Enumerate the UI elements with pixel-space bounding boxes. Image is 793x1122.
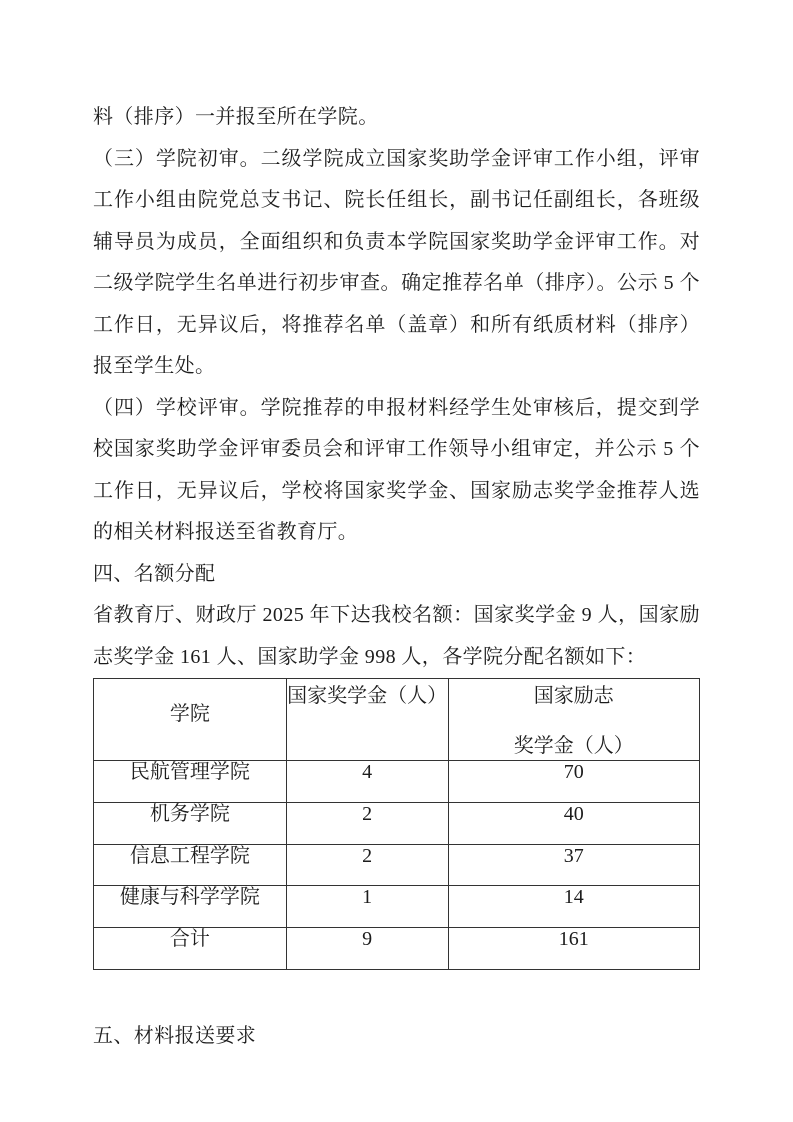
header-endeavor-scholarship — [448, 679, 700, 761]
cell-college-name: 机务学院 — [94, 802, 287, 844]
cell-college-name: 民航管理学院 — [94, 761, 287, 803]
header-endeavor-line1: 国家励志 — [533, 685, 614, 707]
header-endeavor-line2: 奖学金（人） — [513, 735, 634, 757]
cell-endeavor-count: 37 — [448, 844, 700, 886]
cell-national-count: 1 — [286, 886, 448, 928]
header-college — [94, 679, 287, 761]
quota-table — [93, 678, 700, 970]
paragraph-continuation: 料（排序）一并报至所在学院。 — [93, 106, 379, 128]
table-row-maintenance — [94, 802, 700, 844]
paragraph-quota-intro: 省教育厅、财政厅 2025 年下达我校名额：国家奖学金 9 人，国家励志奖学金 161 人、国家助学金 998 人，各学院分配名额如下： — [93, 604, 700, 668]
quota-table-header-row — [94, 679, 700, 761]
cell-endeavor-count: 70 — [448, 761, 700, 803]
table-row-health-science — [94, 886, 700, 928]
cell-college-name: 信息工程学院 — [94, 844, 287, 886]
cell-national-count: 4 — [286, 761, 448, 803]
cell-national-count: 2 — [286, 802, 448, 844]
table-row-information-engineering — [94, 844, 700, 886]
cell-endeavor-count: 161 — [448, 928, 700, 970]
table-row-civil-aviation-management — [94, 761, 700, 803]
heading-material-submission: 五、材料报送要求 — [93, 1024, 257, 1047]
header-national-scholarship: 国家奖学金（人） — [286, 679, 448, 761]
cell-college-name: 合计 — [94, 928, 287, 970]
header-college-label: 学院 — [169, 703, 210, 725]
cell-national-count: 2 — [286, 844, 448, 886]
cell-college-name: 健康与科学学院 — [94, 886, 287, 928]
table-row-total — [94, 928, 700, 970]
cell-national-count: 9 — [286, 928, 448, 970]
heading-quota-allocation: 四、名额分配 — [93, 562, 216, 585]
paragraph-section-4-school-review: （四）学校评审。学院推荐的申报材料经学生处审核后，提交到学校国家奖助学金评审委员会和评审工作领导小组审定，并公示 5 个工作日，无异议后，学校将国家奖学金、国家励志奖学金推荐人选的相关材料报送至省教育厅。 — [93, 396, 700, 543]
paragraph-section-3-college-review: （三）学院初审。二级学院成立国家奖助学金评审工作小组，评审工作小组由院党总支书记、院长任组长，副书记任副组长，各班级辅导员为成员，全面组织和负责本学院国家奖助学金评审工作。对二级学院学生名单进行初步审查。确定推荐名单（排序）。公示 5 个工作日，无异议后，将推荐名单（盖章）和所有纸质材料（排序）报至学生处。 — [93, 147, 700, 377]
cell-endeavor-count: 40 — [448, 802, 700, 844]
cell-endeavor-count: 14 — [448, 886, 700, 928]
